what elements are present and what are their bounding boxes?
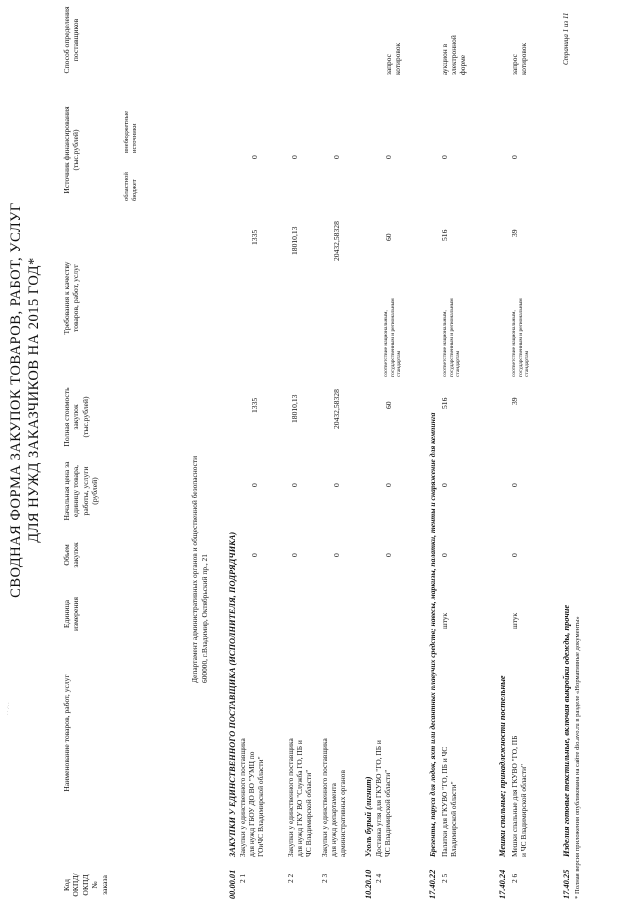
header-init-price: Начальная цена за единицу товара, работы, услуги (рублей) (62, 461, 100, 521)
item-name: Закупки у единственного поставщика для нужд департамента административных органов (320, 738, 347, 857)
item-method: запрос котировок (384, 42, 402, 75)
item-name: Палатки для ГКУВО "ГО, ПБ и ЧС Владимирской области" (440, 746, 458, 857)
order-number: 2 5 (440, 873, 449, 883)
header-funding-extra: внебюджетные источники (123, 110, 138, 153)
item-name: Доставка угля для ГКУВО "ГО, ПБ и ЧС Владимирской области" (374, 740, 392, 857)
item-volume: 0 (440, 553, 449, 557)
item-funding-regional: 516 (440, 229, 449, 241)
item-volume: 0 (290, 553, 299, 557)
item-volume: 0 (510, 553, 519, 557)
item-volume: 0 (250, 553, 259, 557)
item-funding-extra: 0 (290, 155, 299, 159)
item-funding-extra: 0 (384, 155, 393, 159)
order-number: 2 2 (286, 873, 295, 883)
item-requirements: соответствие национальным, государственным и региональным стандартам (511, 298, 530, 377)
item-funding-regional: 39 (510, 229, 519, 237)
item-method: запрос котировок (510, 42, 528, 75)
item-price: 0 (440, 483, 449, 487)
group-code: 17.40.25 (562, 869, 571, 899)
item-name: Закупки у единственного поставщика для нужд ГКУ ВО "Служба ГО, ПБ и ЧС Владимирской области" (286, 738, 313, 857)
item-requirements: соответствие национальным, государственным и региональным стандартам (383, 298, 402, 377)
item-unit: штук (510, 612, 519, 629)
item-price: 0 (510, 483, 519, 487)
item-unit: штук (440, 612, 449, 629)
item-requirements: соответствие национальным, государственным и региональным стандартам (442, 298, 461, 377)
header-full-cost: Полная стоимость закупок (тыс.рублей) (62, 387, 90, 447)
item-funding-extra: 0 (440, 155, 449, 159)
header-funding-regional: областной бюджет (123, 172, 138, 201)
item-funding-extra: 0 (250, 155, 259, 159)
header-name: Наименование товаров, работ, услуг (62, 674, 71, 792)
item-funding-regional: 20432,58328 (332, 221, 341, 261)
header-funding: Источник финансирования (тыс.рублей) (62, 106, 81, 194)
item-funding-regional: 60 (384, 233, 393, 241)
header-method: Способ определения поставщиков (62, 6, 81, 74)
group-code: 10.20.10 (364, 869, 373, 899)
item-cost: 18010,13 (290, 394, 299, 423)
header-unit: Единица измерения (62, 597, 81, 631)
item-funding-extra: 0 (332, 155, 341, 159)
item-price: 0 (290, 483, 299, 487)
item-method: аукцион в электронной форме (440, 35, 467, 75)
item-price: 0 (332, 483, 341, 487)
order-number: 2 1 (238, 873, 247, 883)
item-cost: 516 (440, 397, 449, 409)
group-title: Мешки спальные; принадлежности постельные (498, 675, 507, 857)
scan-marks: · · .·. . (6, 702, 11, 715)
document-title-line2: ДЛЯ НУЖД ЗАКАЗЧИКОВ НА 2015 ГОД* (26, 257, 42, 543)
order-number: 2 6 (510, 873, 519, 883)
item-cost: 60 (384, 401, 393, 409)
item-volume: 0 (332, 553, 341, 557)
document-title: СВОДНАЯ ФОРМА ЗАКУПОК ТОВАРОВ, РАБОТ, УСЛУГ (8, 202, 24, 598)
group-code: 17.40.24 (498, 869, 507, 899)
item-funding-extra: 0 (510, 155, 519, 159)
group-code: 17.40.22 (428, 869, 437, 899)
department-address: 600000, г.Владимир, Октябрьский пр., 21 (200, 554, 209, 683)
item-name: Мешки спальные для ГКУВО "ГО, ПБ и ЧС Владимирской области" (510, 735, 528, 857)
item-cost: 1335 (250, 397, 259, 413)
item-volume: 0 (384, 553, 393, 557)
group-title: Изделия готовые текстильные, включая выкройки одежды, прочие (562, 604, 571, 857)
group-title: ЗАКУПКИ У ЕДИНСТВЕННОГО ПОСТАВЩИКА (ИСПОЛНИТЕЛЯ, ПОДРЯДЧИКА) (228, 531, 237, 857)
header-volume: Объем закупок (62, 542, 81, 568)
order-number: 2 4 (374, 873, 383, 883)
group-title: Брезенты, паруса для лодок, яхт или десантных плавучих средств; навесы, маркизы, палатки, тенты и снаряжение для кемпинга (428, 412, 437, 857)
page-number: Страница 1 из 11 (562, 12, 570, 65)
footnote: * Полная версия приложения опубликована на сайте dio.avo.ru в разделе «Нормативные документы» (574, 616, 581, 899)
item-funding-regional: 18010,13 (290, 226, 299, 255)
item-cost: 20432,58328 (332, 389, 341, 429)
header-requirements: Требования к качеству товаров, работ, услуг (62, 261, 81, 335)
order-number: 2 3 (320, 873, 329, 883)
group-code: 00.00.01 (228, 869, 237, 899)
item-name: Закупки у единственного поставщика для нужд ГБОУ ДО ВО "УМЦ по ГОиЧС Владимирской области" (238, 738, 265, 857)
department-name: Департамент административных органов и общественной безопасности (190, 455, 199, 683)
group-title: Уголь бурый (лигнит) (364, 776, 373, 857)
item-price: 0 (384, 483, 393, 487)
item-cost: 39 (510, 397, 519, 405)
header-code: Код ОКПД/ ОКПД № заказа (62, 873, 109, 897)
item-price: 0 (250, 483, 259, 487)
item-funding-regional: 1335 (250, 229, 259, 245)
